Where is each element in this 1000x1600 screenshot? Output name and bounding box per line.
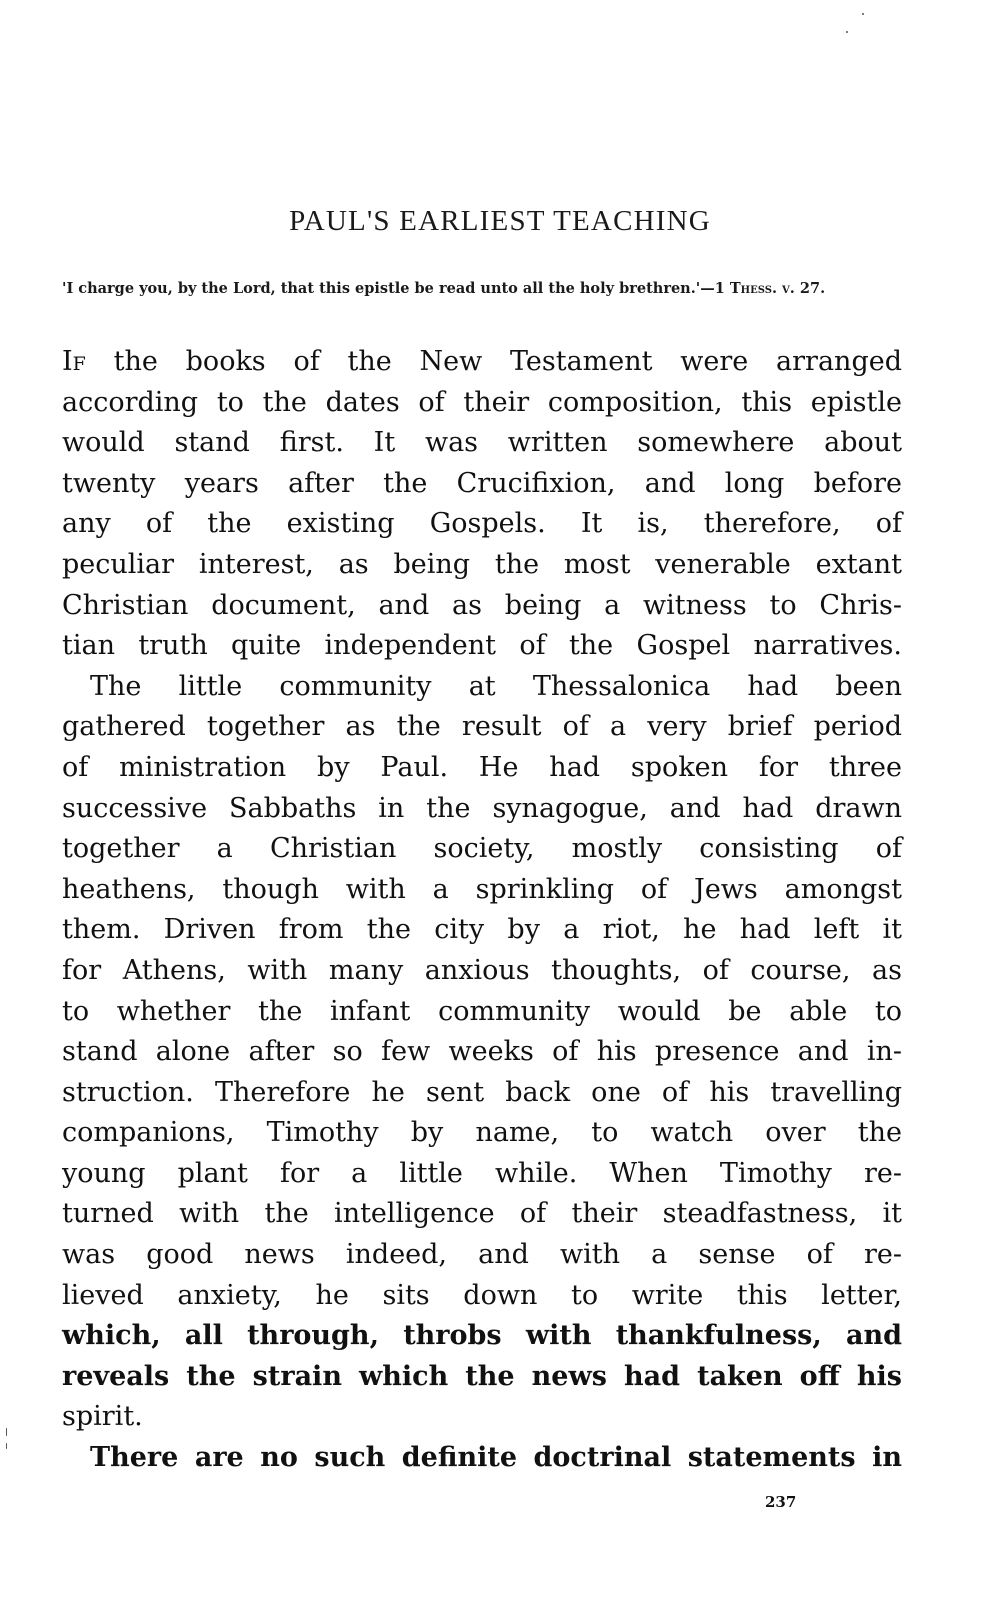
text-line: stand alone after so few weeks of his presence and in- (62, 1036, 902, 1068)
text-line: peculiar interest, as being the most venerable extant (62, 548, 902, 580)
text-line: them. Driven from the city by a riot, he had left it (62, 914, 902, 946)
page-speck (6, 1443, 7, 1449)
page-speck (862, 13, 864, 15)
text-line: would stand first. It was written somewhere about (62, 427, 902, 459)
text-line: There are no such definite doctrinal statements in (90, 1442, 902, 1474)
text-line: twenty years after the Crucifixion, and long before (62, 467, 902, 499)
text-line: tian truth quite independent of the Gospel narratives. (62, 630, 902, 662)
text-line: for Athens, with many anxious thoughts, of course, as (62, 954, 902, 986)
drop-word: If (62, 346, 86, 377)
text-line: The little community at Thessalonica had been (90, 670, 902, 702)
text-line: reveals the strain which the news had taken off his (62, 1360, 902, 1392)
epigraph-quote: 'I charge you, by the Lord, that this epistle be read unto all the holy brethren.' (62, 280, 701, 297)
chapter-title: PAUL'S EARLIEST TEACHING (289, 205, 711, 237)
text-line: If the books of the New Testament were arranged (62, 346, 902, 377)
page-number: 237 (765, 1493, 797, 1511)
text-line: companions, Timothy by name, to watch over the (62, 1117, 902, 1149)
text-line: any of the existing Gospels. It is, therefore, of (62, 508, 902, 540)
text-line: was good news indeed, and with a sense of re- (62, 1239, 902, 1271)
epigraph (62, 279, 899, 299)
text-line: to whether the infant community would be able to (62, 995, 902, 1027)
text-line: according to the dates of their composition, this epistle (62, 386, 902, 418)
page-speck (846, 31, 848, 33)
text-line: together a Christian society, mostly consisting of (62, 833, 902, 865)
text-line: struction. Therefore he sent back one of his travelling (62, 1076, 902, 1108)
text-line: young plant for a little while. When Timothy re- (62, 1157, 902, 1189)
text-line: successive Sabbaths in the synagogue, and had drawn (62, 792, 902, 824)
body-text (62, 342, 902, 1479)
epigraph-reference: —1 Thess. v. 27. (700, 280, 826, 297)
text-line: heathens, though with a sprinkling of Jews amongst (62, 873, 902, 905)
text-line: Christian document, and as being a witness to Chris- (62, 589, 902, 621)
text-line: of ministration by Paul. He had spoken for three (62, 751, 902, 783)
text-line: lieved anxiety, he sits down to write this letter, (62, 1279, 902, 1311)
page-speck (6, 1428, 7, 1436)
text-line: spirit. (62, 1401, 143, 1433)
text-line: turned with the intelligence of their steadfastness, it (62, 1198, 902, 1230)
text-line: which, all through, throbs with thankfulness, and (62, 1320, 902, 1352)
text-line: gathered together as the result of a very brief period (62, 711, 902, 743)
